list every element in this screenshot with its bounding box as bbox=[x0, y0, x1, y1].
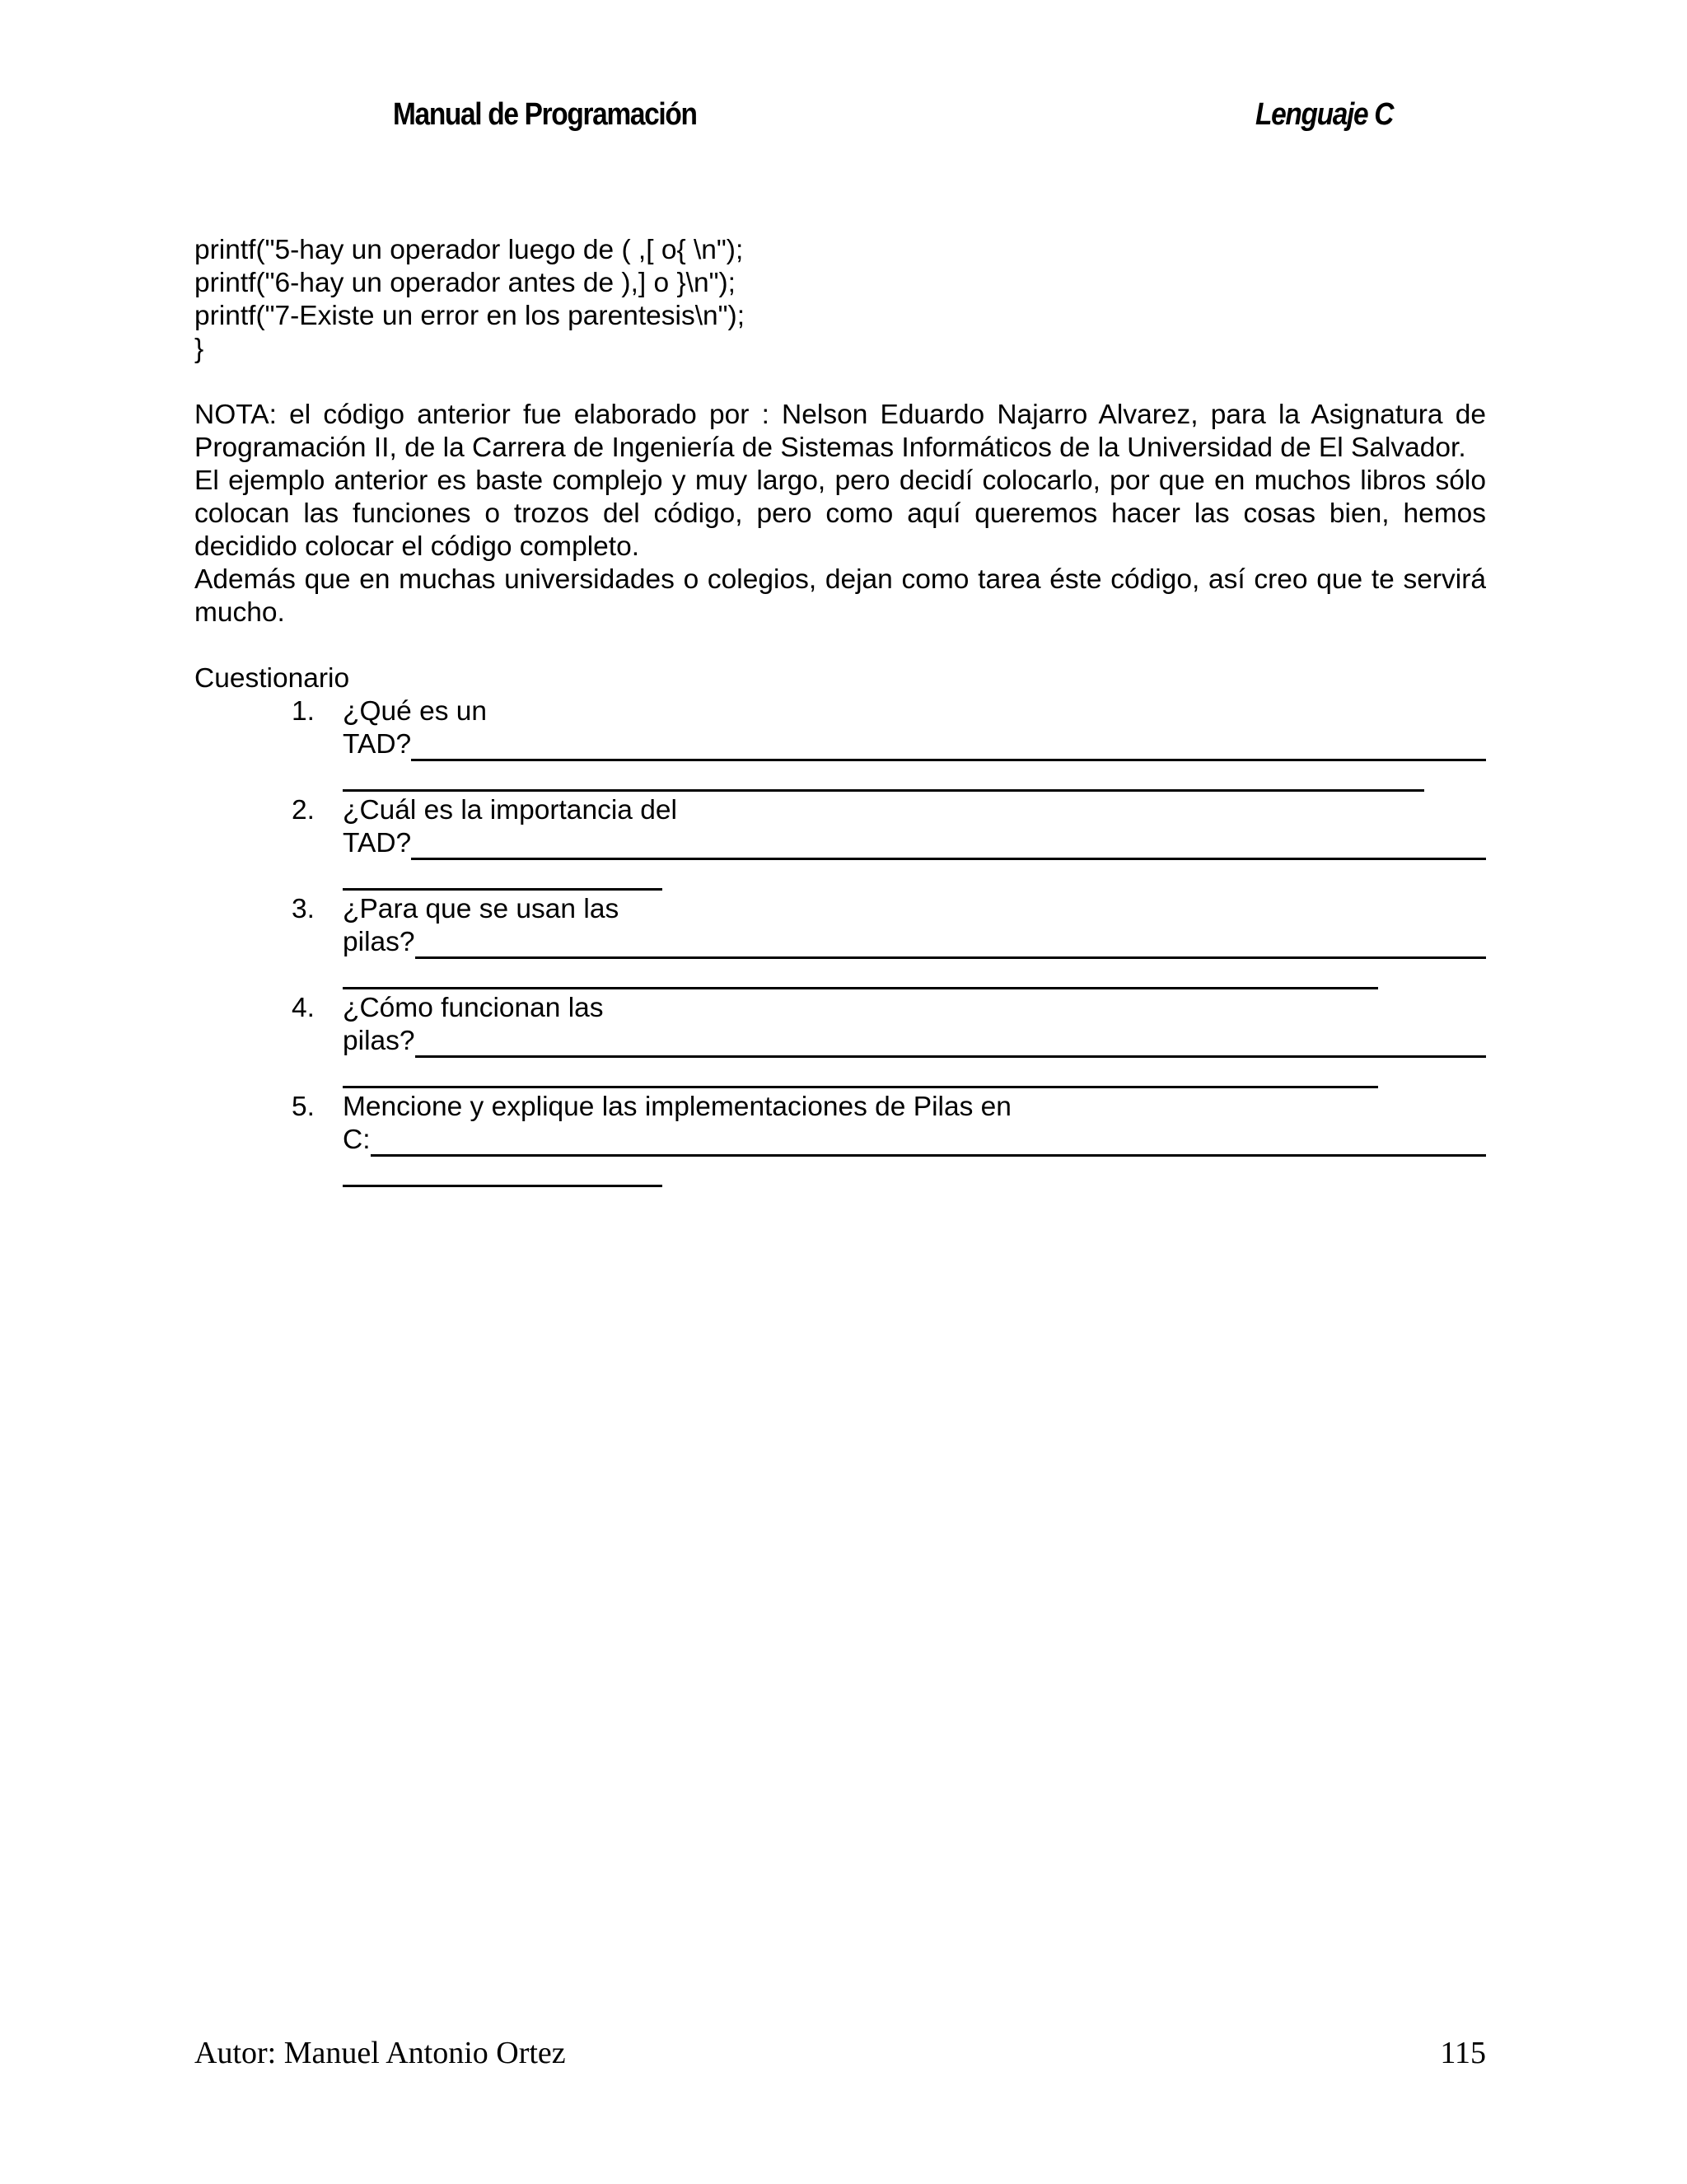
page-number: 115 bbox=[1440, 2036, 1486, 2070]
quiz-question bbox=[194, 1091, 1486, 1190]
question-text: ¿Cómo funcionan las bbox=[343, 993, 604, 1023]
quiz-list bbox=[194, 695, 1486, 1190]
footer-author: Autor: Manuel Antonio Ortez bbox=[194, 2036, 566, 2070]
question-text-end: pilas? bbox=[343, 1026, 415, 1056]
note-paragraph: NOTA: el código anterior fue elaborado por : Nelson Eduardo Najarro Alvarez, para la Asignatura de Programación II, de la Carrera de Ingeniería de Sistemas Informáticos de la Universidad de El Salvador. bbox=[194, 400, 1486, 463]
answer-blank[interactable] bbox=[371, 1126, 1487, 1157]
spacer bbox=[194, 366, 1486, 399]
page-content bbox=[194, 234, 1486, 1190]
answer-blank[interactable] bbox=[343, 959, 1378, 989]
question-answer-row bbox=[343, 1124, 1486, 1157]
question-answer-row-2 bbox=[343, 1157, 1486, 1190]
question-answer-row-2 bbox=[343, 1058, 1486, 1091]
question-answer-row bbox=[343, 728, 1486, 761]
code-line: } bbox=[194, 334, 204, 364]
question-answer-row bbox=[343, 827, 1486, 860]
code-line: printf("7-Existe un error en los parentesis\n"); bbox=[194, 301, 745, 331]
question-number: 3. bbox=[292, 894, 315, 924]
header-title-left: Manual de Programación bbox=[393, 97, 697, 132]
quiz-question bbox=[194, 695, 1486, 794]
question-answer-row bbox=[343, 1025, 1486, 1058]
answer-blank[interactable] bbox=[343, 761, 1424, 792]
question-answer-row-2 bbox=[343, 761, 1486, 794]
question-text: Mencione y explique las implementaciones de Pilas en bbox=[343, 1092, 1012, 1122]
spacer bbox=[194, 629, 1486, 662]
quiz-title: Cuestionario bbox=[194, 663, 350, 694]
answer-blank[interactable] bbox=[343, 1157, 662, 1187]
page-footer bbox=[194, 2035, 1486, 2076]
code-line: printf("5-hay un operador luego de ( ,[ o{ \n"); bbox=[194, 235, 744, 265]
page-header bbox=[0, 97, 1687, 147]
question-number: 5. bbox=[292, 1092, 315, 1122]
answer-blank[interactable] bbox=[411, 731, 1486, 761]
question-answer-row-2 bbox=[343, 860, 1486, 893]
question-text-end: C: bbox=[343, 1125, 371, 1155]
question-text: ¿Cuál es la importancia del bbox=[343, 795, 677, 825]
answer-blank[interactable] bbox=[343, 860, 662, 891]
answer-blank[interactable] bbox=[415, 928, 1486, 959]
question-number: 2. bbox=[292, 795, 315, 825]
question-number: 4. bbox=[292, 993, 315, 1023]
answer-blank[interactable] bbox=[343, 1058, 1378, 1088]
question-text: ¿Para que se usan las bbox=[343, 894, 619, 924]
quiz-question bbox=[194, 992, 1486, 1091]
answer-blank[interactable] bbox=[415, 1027, 1486, 1058]
answer-blank[interactable] bbox=[411, 830, 1486, 860]
question-text: ¿Qué es un bbox=[343, 696, 488, 727]
code-line: printf("6-hay un operador antes de ),] o }\n"); bbox=[194, 268, 736, 298]
explanation-paragraph: El ejemplo anterior es baste complejo y muy largo, pero decidí colocarlo, por que en muchos libros sólo colocan las funciones o trozos del código, pero como aquí queremos hacer las cosas bien, hemos decidido colocar el código completo. bbox=[194, 465, 1486, 562]
code-block bbox=[194, 234, 1486, 366]
quiz-question bbox=[194, 893, 1486, 992]
header-title-right: Lenguaje C bbox=[1255, 97, 1394, 132]
quiz-question bbox=[194, 794, 1486, 893]
closing-paragraph: Además que en muchas universidades o colegios, dejan como tarea éste código, así creo que te servirá mucho. bbox=[194, 564, 1486, 628]
question-answer-row-2 bbox=[343, 959, 1486, 992]
question-text-end: pilas? bbox=[343, 927, 415, 957]
question-number: 1. bbox=[292, 696, 315, 727]
question-text-end: TAD? bbox=[343, 828, 412, 858]
question-answer-row bbox=[343, 926, 1486, 959]
question-text-end: TAD? bbox=[343, 729, 412, 760]
